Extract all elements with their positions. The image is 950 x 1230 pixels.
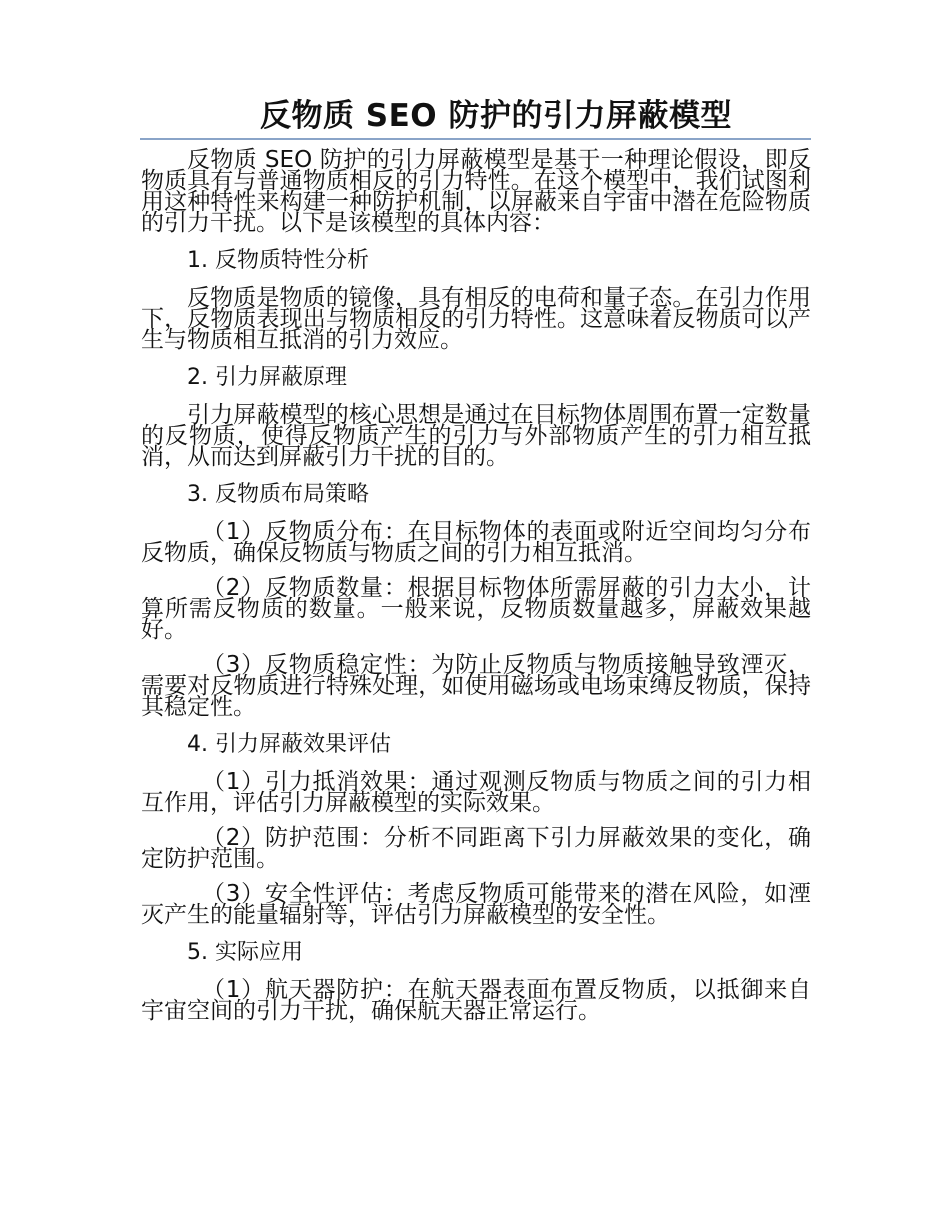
sub-item-paragraph: （3）反物质稳定性：为防止反物质与物质接触导致湮灭，需要对反物质进行特殊处理，如使用磁场或电场束缚反物质，保持其稳定性。 xyxy=(141,652,811,720)
document-title: 反物质 SEO 防护的引力屏蔽模型 xyxy=(260,98,732,134)
section-paragraph: 反物质是物质的镜像，具有相反的电荷和量子态。在引力作用下，反物质表现出与物质相反的引力特性。这意味着反物质可以产生与物质相互抵消的引力效应。 xyxy=(141,285,811,353)
sub-item-paragraph: （3）安全性评估：考虑反物质可能带来的潜在风险，如湮灭产生的能量辐射等，评估引力屏蔽模型的安全性。 xyxy=(141,881,811,928)
section-5 xyxy=(141,940,811,1022)
sub-item-paragraph: （1）反物质分布：在目标物体的表面或附近空间均匀分布反物质，确保反物质与物质之间的引力相互抵消。 xyxy=(141,519,811,566)
section-paragraph: 引力屏蔽模型的核心思想是通过在目标物体周围布置一定数量的反物质，使得反物质产生的引力与外部物质产生的引力相互抵消，从而达到屏蔽引力干扰的目的。 xyxy=(141,402,811,470)
section-3 xyxy=(141,482,811,718)
section-4 xyxy=(141,732,811,926)
sub-item-paragraph: （1）航天器防护：在航天器表面布置反物质，以抵御来自宇宙空间的引力干扰，确保航天器正常运行。 xyxy=(141,977,811,1024)
section-heading: 3. 反物质布局策略 xyxy=(187,482,369,507)
sub-item-paragraph: （2）反物质数量：根据目标物体所需屏蔽的引力大小，计算所需反物质的数量。一般来说，反物质数量越多，屏蔽效果越好。 xyxy=(141,575,811,643)
sub-item-paragraph: （2）防护范围：分析不同距离下引力屏蔽效果的变化，确定防护范围。 xyxy=(141,825,811,872)
section-2 xyxy=(141,365,811,468)
section-heading: 2. 引力屏蔽原理 xyxy=(187,365,347,390)
section-heading: 5. 实际应用 xyxy=(187,940,303,965)
section-heading: 1. 反物质特性分析 xyxy=(187,248,369,273)
sub-item-paragraph: （1）引力抵消效果：通过观测反物质与物质之间的引力相互作用，评估引力屏蔽模型的实际效果。 xyxy=(141,769,811,816)
intro-paragraph: 反物质 SEO 防护的引力屏蔽模型是基于一种理论假设，即反物质具有与普通物质相反的引力特性。在这个模型中，我们试图利用这种特性来构建一种防护机制，以屏蔽来自宇宙中潜在危险物质的引力干扰。以下是该模型的具体内容： xyxy=(141,147,811,236)
document-page xyxy=(141,96,811,1036)
section-heading: 4. 引力屏蔽效果评估 xyxy=(187,732,391,757)
title-underline xyxy=(140,138,811,140)
section-1 xyxy=(141,248,811,351)
